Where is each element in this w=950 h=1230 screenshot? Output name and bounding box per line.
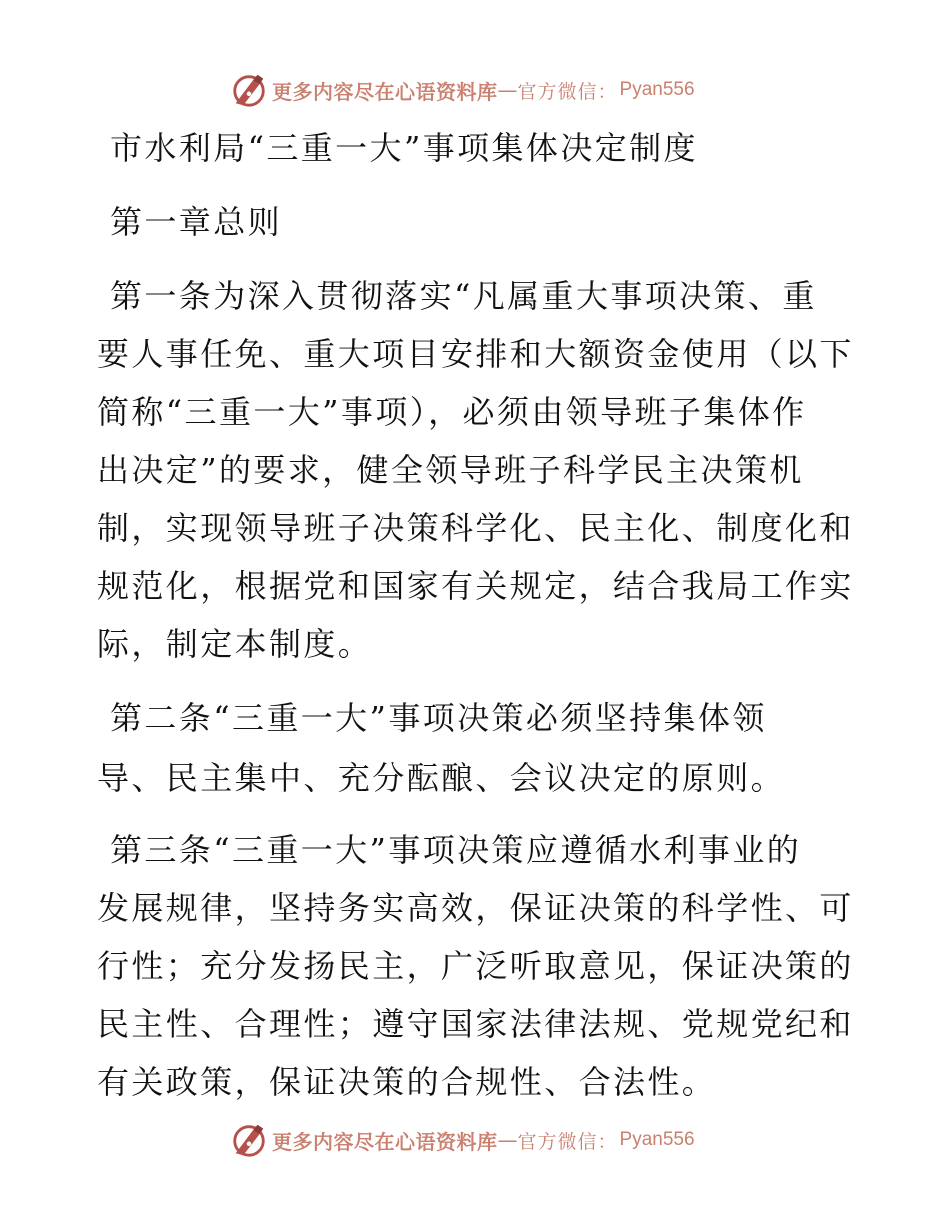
article-line: 简称“三重一大”事项），必须由领导班子集体作 <box>97 393 807 431</box>
article-line: 规范化，根据党和国家有关规定，结合我局工作实 <box>97 567 854 605</box>
article-line: 要人事任免、重大项目安排和大额资金使用（以下 <box>97 335 854 373</box>
article-line: 行性；充分发扬民主，广泛听取意见，保证决策的 <box>97 947 854 985</box>
watermark-wechat-id: Pyan556 <box>619 1129 695 1150</box>
header-watermark <box>230 70 695 110</box>
article-line: 有关政策，保证决策的合规性、合法性。 <box>97 1063 717 1101</box>
article-line: 制，实现领导班子决策科学化、民主化、制度化和 <box>97 509 854 547</box>
watermark-wechat-id: Pyan556 <box>619 79 695 100</box>
article-line: 第二条“三重一大”事项决策必须坚持集体领 <box>110 699 767 737</box>
article-line: 第三条“三重一大”事项决策应遵循水利事业的 <box>110 831 802 869</box>
document-title: 市水利局“三重一大”事项集体决定制度 <box>110 129 698 167</box>
watermark-official-label: 官方微信： <box>517 80 618 103</box>
watermark-text: 更多内容尽在心语资料库 <box>272 1129 498 1154</box>
article-line: 出决定”的要求，健全领导班子科学民主决策机 <box>97 451 804 489</box>
pen-nib-icon <box>230 71 268 109</box>
watermark-separator: — <box>497 78 518 102</box>
watermark-official-label: 官方微信： <box>517 1130 618 1153</box>
watermark-separator: — <box>497 1128 518 1152</box>
pen-nib-icon <box>230 1121 268 1159</box>
article-line: 第一条为深入贯彻落实“凡属重大事项决策、重 <box>110 277 817 315</box>
watermark-text: 更多内容尽在心语资料库 <box>272 79 498 104</box>
article-line: 发展规律，坚持务实高效，保证决策的科学性、可 <box>97 889 854 927</box>
article-line: 际，制定本制度。 <box>97 625 373 663</box>
article-line: 民主性、合理性；遵守国家法律法规、党规党纪和 <box>97 1005 854 1043</box>
article-line: 导、民主集中、充分酝酿、会议决定的原则。 <box>97 759 786 797</box>
footer-watermark <box>230 1120 695 1160</box>
chapter-heading: 第一章总则 <box>110 203 283 241</box>
